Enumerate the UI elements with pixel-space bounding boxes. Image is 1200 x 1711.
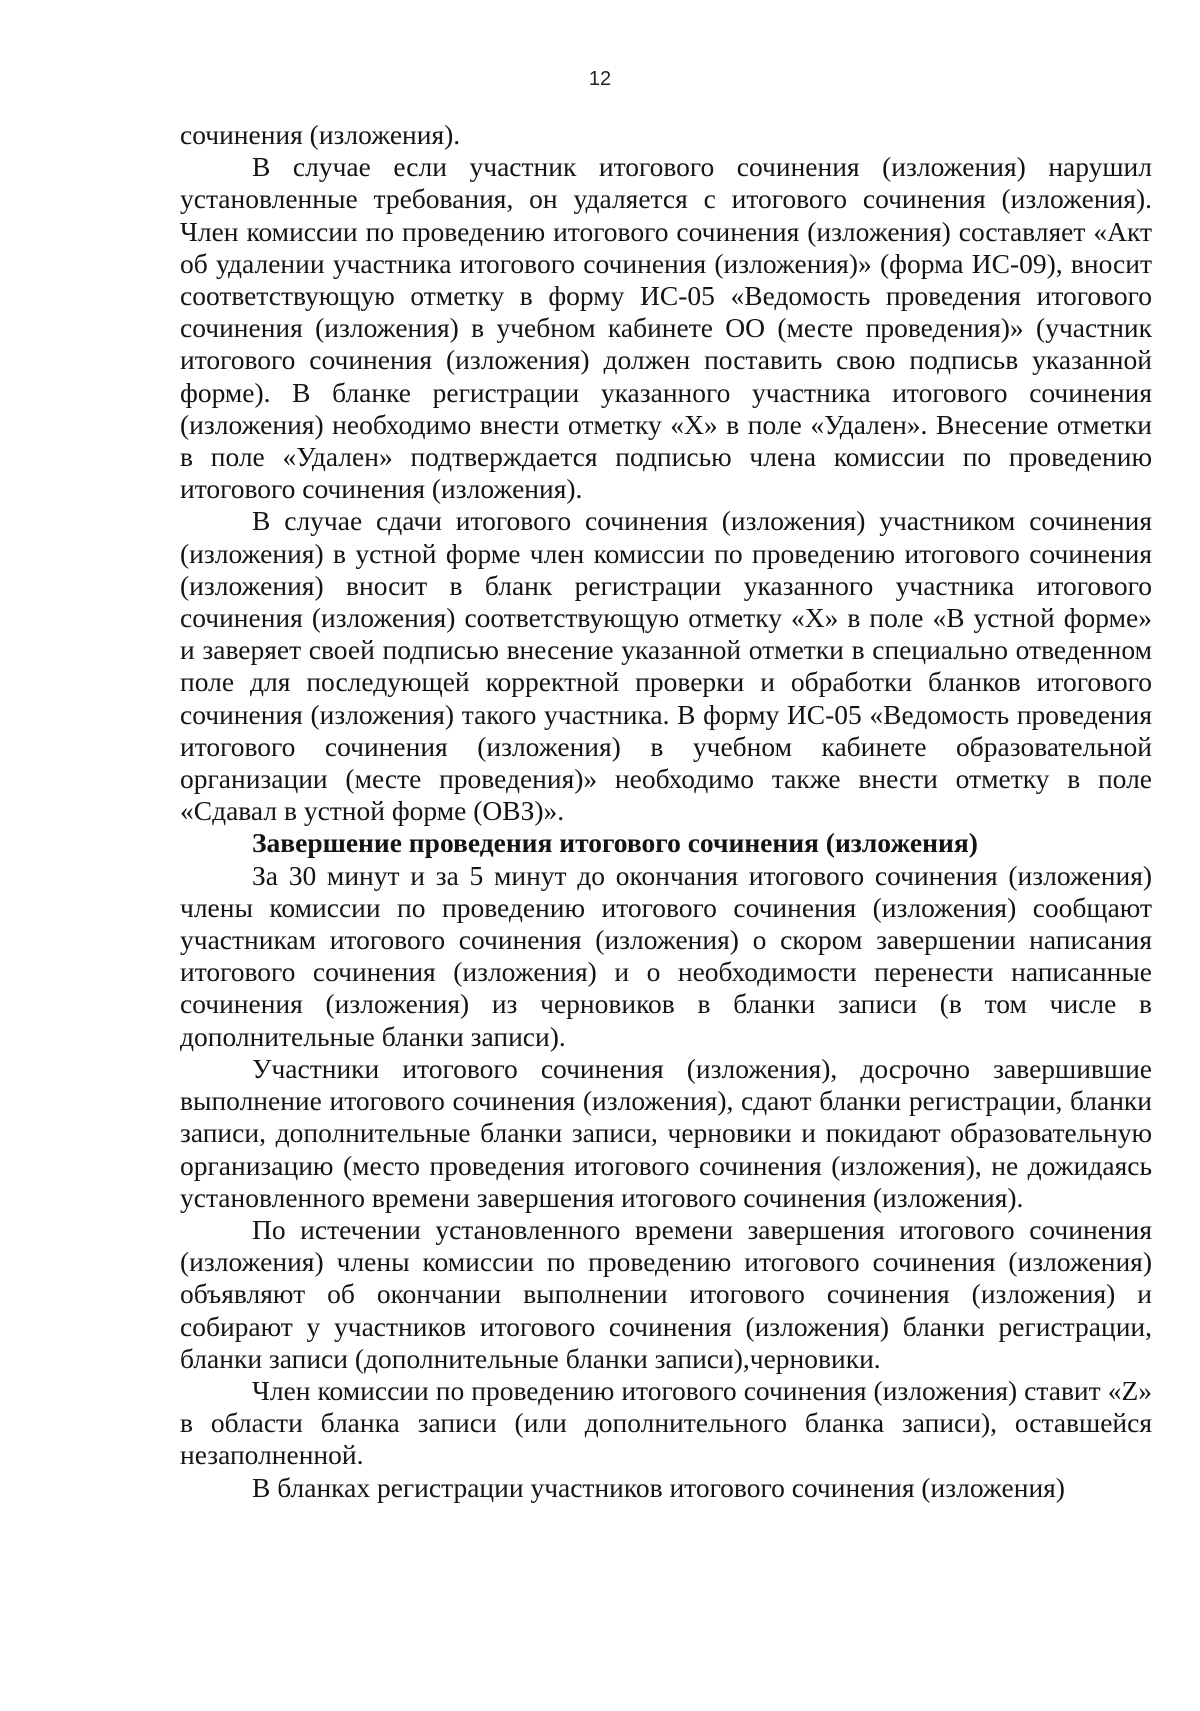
document-body bbox=[180, 119, 1152, 1504]
paragraph-early-finish: Участники итогового сочинения (изложения), досрочно завершившие выполнение итогового сочинения (изложения), сдают бланки регистрации, бланки записи, дополнительные бланки записи, черновики и покидают образовательную организацию (место проведения итогового сочинения (изложения), не дожидаясь установленного времени завершения итогового сочинения (изложения). bbox=[180, 1052, 1152, 1213]
paragraph-removal-of-participant: В случае если участник итогового сочинения (изложения) нарушил установленные требования, он удаляется с итогового сочинения (изложения). Член комиссии по проведению итогового сочинения (изложения) составляет «Акт об удалении участника итогового сочинения (изложения)» (форма ИС-09), вносит соответствующую отметку в форму ИС-05 «Ведомость проведения итогового сочинения (изложения) в учебном кабинете ОО (месте проведения)» (участник итогового сочинения (изложения) должен поставить свою подписьв указанной форме). В бланке регистрации указанного участника итогового сочинения (изложения) необходимо внести отметку «X» в поле «Удален». Внесение отметки в поле «Удален» подтверждается подписью члена комиссии по проведению итогового сочинения (изложения). bbox=[180, 151, 1152, 505]
paragraph-z-mark: Член комиссии по проведению итогового сочинения (изложения) ставит «Z» в области бланка записи (или дополнительного бланка записи), оставшейся незаполненной. bbox=[180, 1374, 1152, 1471]
paragraph-time-warnings: За 30 минут и за 5 минут до окончания итогового сочинения (изложения) члены комиссии по проведению итогового сочинения (изложения) сообщают участникам итогового сочинения (изложения) о скором завершении написания итогового сочинения (изложения) и о необходимости перенести написанные сочинения (изложения) из черновиков в бланки записи (в том числе в дополнительные бланки записи). bbox=[180, 859, 1152, 1052]
paragraph-oral-form: В случае сдачи итогового сочинения (изложения) участником сочинения (изложения) в устной форме член комиссии по проведению итогового сочинения (изложения) вносит в бланк регистрации указанного участника итогового сочинения (изложения) соответствующую отметку «X» в поле «В устной форме» и заверяет своей подписью внесение указанной отметки в специально отведенном поле для последующей корректной проверки и обработки бланков итогового сочинения (изложения) такого участника. В форму ИС-05 «Ведомость проведения итогового сочинения (изложения) в учебном кабинете образовательной организации (месте проведения)» необходимо также внести отметку в поле «Сдавал в устной форме (ОВЗ)». bbox=[180, 505, 1152, 827]
paragraph-collection: По истечении установленного времени завершения итогового сочинения (изложения) члены комиссии по проведению итогового сочинения (изложения) объявляют об окончании выполнении итогового сочинения (изложения) и собирают у участников итогового сочинения (изложения) бланки регистрации, бланки записи (дополнительные бланки записи),черновики. bbox=[180, 1213, 1152, 1374]
paragraph-continuation: сочинения (изложения). bbox=[180, 119, 461, 150]
page-number: 12 bbox=[588, 68, 612, 90]
paragraph-registration-forms: В бланках регистрации участников итогового сочинения (изложения) bbox=[252, 1471, 1065, 1503]
section-heading: Завершение проведения итогового сочинения (изложения) bbox=[252, 827, 978, 859]
